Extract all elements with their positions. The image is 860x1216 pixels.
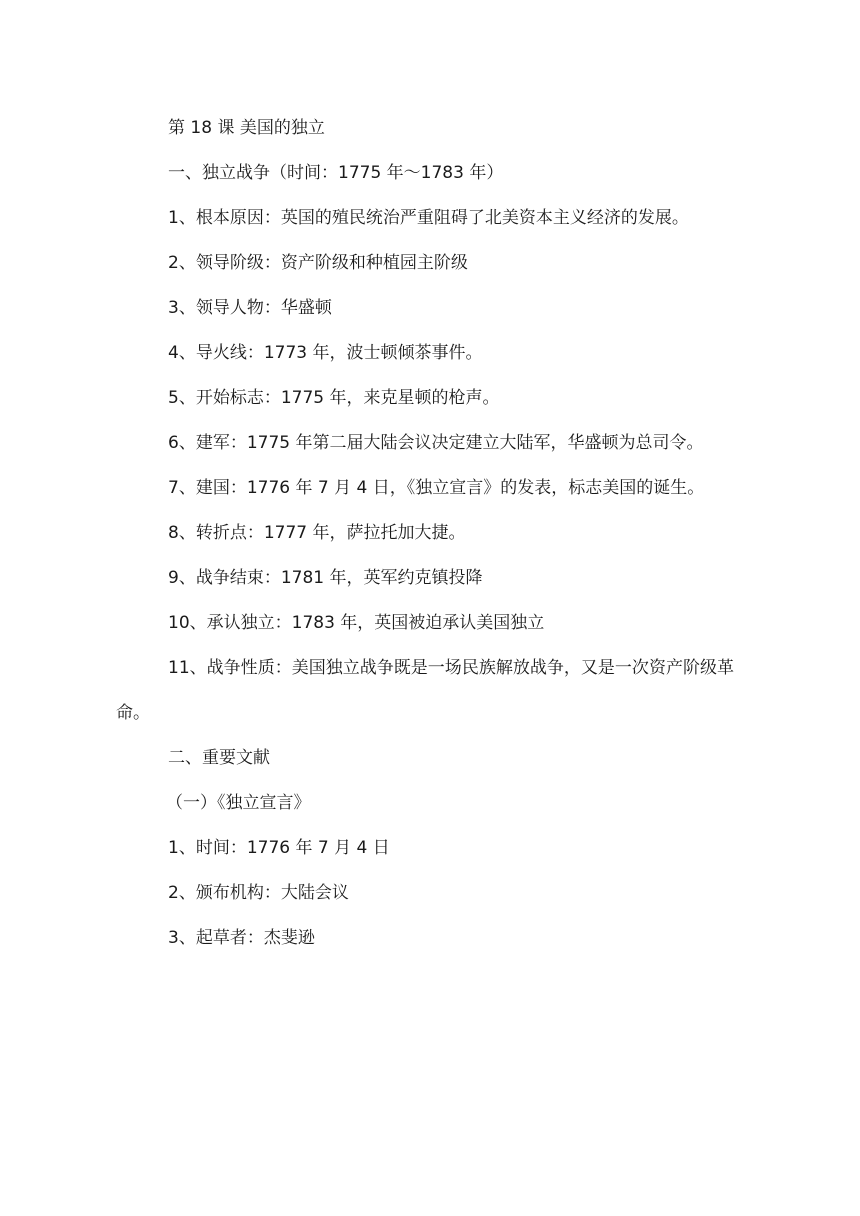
- subheading-declaration: （一）《独立宣言》: [166, 793, 311, 813]
- list-item: 7、建国：1776 年 7 月 4 日，《独立宣言》的发表，标志美国的诞生。: [168, 478, 705, 498]
- list-item: 2、领导阶级：资产阶级和种植园主阶级: [168, 253, 468, 273]
- list-item: 2、颁布机构：大陆会议: [168, 883, 349, 903]
- list-item: 8、转折点：1777 年，萨拉托加大捷。: [168, 523, 466, 543]
- lesson-title: 第 18 课 美国的独立: [168, 118, 325, 138]
- list-item: 11、战争性质：美国独立战争既是一场民族解放战争，又是一次资产阶级革命。: [116, 658, 734, 723]
- document-body: [116, 106, 734, 961]
- list-item: 5、开始标志：1775 年，来克星顿的枪声。: [168, 388, 500, 408]
- list-item: 3、领导人物：华盛顿: [168, 298, 332, 318]
- list-item: 10、承认独立：1783 年，英国被迫承认美国独立: [168, 613, 545, 633]
- section-heading-documents: 二、重要文献: [168, 748, 270, 768]
- list-item: 4、导火线：1773 年，波士顿倾茶事件。: [168, 343, 483, 363]
- section-heading-independence-war: 一、独立战争（时间：1775 年～1783 年）: [168, 163, 504, 183]
- list-item: 1、根本原因：英国的殖民统治严重阻碍了北美资本主义经济的发展。: [168, 208, 689, 228]
- list-item: 3、起草者：杰斐逊: [168, 928, 315, 948]
- list-item: 1、时间：1776 年 7 月 4 日: [168, 838, 390, 858]
- list-item: 9、战争结束：1781 年，英军约克镇投降: [168, 568, 483, 588]
- list-item: 6、建军：1775 年第二届大陆会议决定建立大陆军，华盛顿为总司令。: [168, 433, 704, 453]
